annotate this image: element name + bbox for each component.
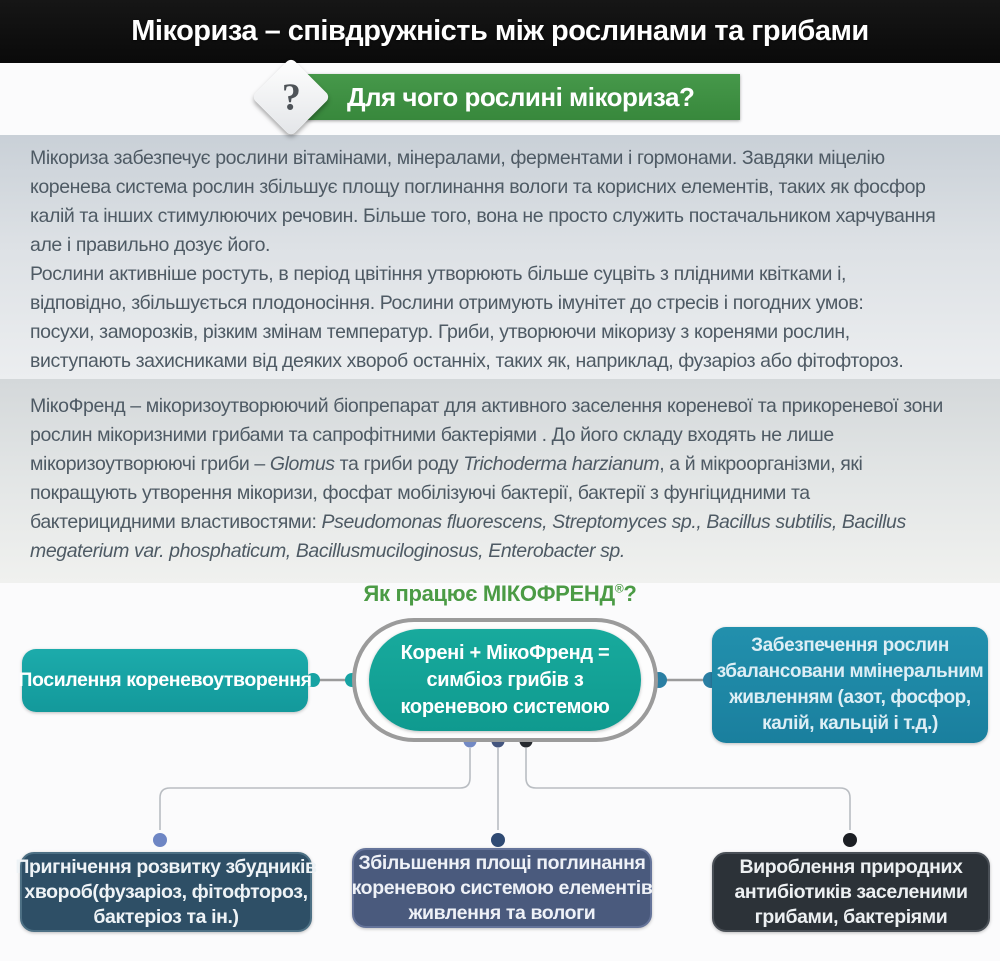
- text-segment: , а й мікроорганізми, які: [659, 453, 863, 475]
- text-line: грибами, бактеріями: [754, 905, 948, 928]
- text-line: посухи, заморозків, різким змінам температур. Гриби, утворюючи мікоризу з коренями рослин,: [30, 321, 850, 343]
- text-line: калій та інших стимулюючих речовин. Більше того, вона не просто служить постачальником харчування: [30, 205, 936, 227]
- text-line: але і правильно дозує його.: [30, 234, 271, 256]
- text-line: [0, 479, 1000, 508]
- text-line: Забезпечення рослин: [751, 635, 949, 656]
- question-banner: [279, 74, 740, 120]
- text-line: збалансовани ммінеральним: [716, 661, 984, 682]
- text-line: Вироблення природних: [739, 855, 963, 878]
- text-line: коренева система рослин збільшує площу поглинання вологи та корисних елементів, таких як фосфор: [30, 176, 926, 198]
- registered-trademark-icon: ®: [614, 581, 624, 596]
- branch-path-left: [160, 748, 470, 830]
- title-bar: [0, 0, 1000, 63]
- text-segment: рослин мікоризними грибами та сапрофітними бактеріями . До його складу входять не лише: [30, 424, 834, 446]
- italic-text-segment: megaterium var. phosphaticum, Bacillusmuciloginosus, Enterobacter sp.: [30, 540, 625, 562]
- text-segment: мікоризоутворюючі гриби –: [30, 453, 270, 475]
- text-line: кореневою системою елементів: [351, 876, 653, 899]
- diagram-heading-text: Як працює МІКОФРЕНД: [363, 581, 615, 606]
- text-segment: покращують утворення мікоризи, фосфат мобілізуючі бактерії, бактерії з фунгіцидними та: [30, 482, 810, 504]
- branch-dot-middle: [491, 833, 505, 847]
- text-line: калій, кальцій і т.д.): [762, 713, 938, 734]
- text-segment: бактерицидними властивостями:: [30, 511, 322, 533]
- product-text-block: [0, 379, 1000, 583]
- text-segment: МікоФренд – мікоризоутворюючий біопрепарат для активного заселення кореневої та прикореневої зони: [30, 395, 943, 417]
- node-absorption-area: [352, 848, 652, 928]
- text-line: [0, 421, 1000, 450]
- page-title: Мікориза – співдружність між рослинами та грибами: [131, 15, 869, 47]
- text-line: [0, 450, 1000, 479]
- text-line: відповідно, збільшується плодоносіння. Рослини отримують імунітет до стресів і погодних умов:: [30, 292, 864, 314]
- text-line: [0, 508, 1000, 537]
- node-natural-antibiotics: [712, 852, 990, 932]
- node-root-formation: [18, 649, 312, 712]
- text-line: [0, 392, 1000, 421]
- intro-text-block: [0, 135, 1000, 381]
- text-line: Мікориза забезпечує рослини вітамінами, мінералами, ферментами і гормонами. Завдяки міцелію: [30, 147, 885, 169]
- text-segment: та гриби роду: [334, 453, 464, 475]
- text-line: симбіоз грибів з: [426, 668, 584, 691]
- text-line: антибіотиків заселеними: [734, 880, 968, 903]
- center-node: [369, 629, 641, 731]
- text-line: живлення та вологи: [408, 901, 596, 924]
- text-line: бактеріоз та ін.): [93, 905, 239, 928]
- branch-path-right: [526, 748, 850, 830]
- question-mark-icon: ?: [281, 76, 301, 118]
- node-pathogen-suppression: [15, 852, 317, 932]
- italic-text-segment: Glomus: [269, 453, 335, 475]
- text-line: Корені + МікоФренд =: [400, 641, 610, 664]
- text-line: хвороб(фузаріоз, фітофтороз,: [24, 880, 308, 903]
- text-line: Рослини активніше ростуть, в період цвітіння утворюють більше суцвіть з плідними квітками і,: [30, 263, 847, 285]
- text-line: Пригнічення розвитку збудників: [15, 855, 317, 878]
- diagram-heading-qmark: ?: [623, 581, 637, 606]
- text-line: кореневою системою: [400, 695, 610, 718]
- text-line: Збільшення площі поглинання: [358, 851, 646, 874]
- branch-dot-left: [153, 833, 167, 847]
- italic-text-segment: Pseudomonas fluorescens, Streptomyces sp., Bacillus subtilis, Bacillus: [321, 511, 906, 533]
- text-line: [0, 537, 1000, 566]
- node-mineral-nutrition: [712, 627, 988, 743]
- text-line: Посилення кореневоутворення: [18, 669, 312, 691]
- italic-text-segment: Trichoderma harzianum: [463, 453, 660, 475]
- text-line: виступають захисниками від деяких хвороб останніх, таких як, наприклад, фузаріоз або фітофтороз.: [30, 350, 904, 372]
- question-banner-label: Для чого рослині мікориза?: [347, 81, 695, 112]
- question-diamond: [251, 57, 330, 136]
- text-line: живленням (азот, фосфор,: [729, 687, 971, 708]
- branch-dot-right: [843, 833, 857, 847]
